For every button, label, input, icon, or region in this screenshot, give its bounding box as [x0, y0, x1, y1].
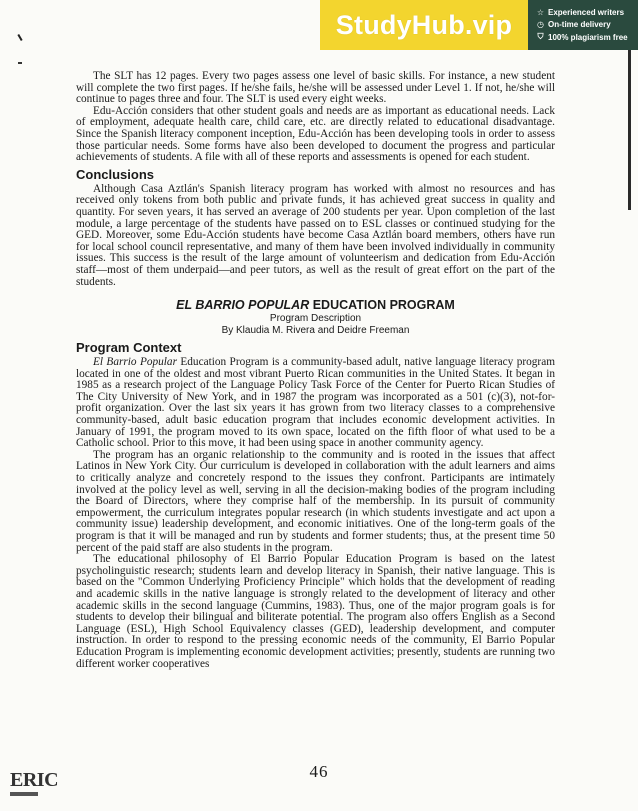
star-icon: ☆	[536, 8, 545, 17]
clock-icon: ◷	[537, 20, 544, 29]
program-title-rest: EDUCATION PROGRAM	[309, 298, 455, 313]
section-heading: Conclusions	[76, 166, 155, 182]
perk-label: On-time delivery	[548, 20, 611, 29]
eric-logo	[10, 769, 59, 798]
program-subtitle: Program Description	[269, 313, 362, 325]
paragraph-text: Education Program is a community-based adult, native language literacy program located in one of the oldest and most vibrant Puerto Rican communities in the United States. It began in 1985 as a research project of the Language Policy Task Force of the Center for Puerto Rican Studies of The City University of New York, and in 1987 the program was incorporated as a 501 (c)(3), not-for-profit organization. Over the last six years it has grown from two literacy classes to a comprehensive community-based, adult basic education program that includes economic development activities. In January of 1991, the program moved to its own space, located on the fifth floor of what used to be a Catholic school. Prior to this move, it had been using space in another community agency.	[76, 356, 555, 450]
eric-logo-bar	[10, 792, 38, 796]
eric-logo-text: ERIC	[10, 769, 59, 791]
paragraph: The educational philosophy of El Barrio Popular Education Program is based on the latest psycholinguistic research; students learn and develop literacy in Spanish, their native language. This is based on the "Common Underlying Proficiency Principle" which holds that the development of reading and academic skills in the native language is strongly related to the development of literacy and other academic skills in the second language (Cummins, 1983). Thus, one of the major program goals is for students to develop their bilingual and biliterate potential. The program also offers English as a Second Language (ESL), High School Equivalency classes (GED), leadership development, and computer instruction. In order to respond to the pressing economic needs of the community, El Barrio Popular Education Program is implementing economic development activities; presently, students are running two different worker cooperatives	[76, 553, 555, 670]
scan-mark	[18, 62, 22, 64]
scan-edge-line	[628, 50, 631, 210]
program-title	[76, 298, 555, 313]
shield-icon: ⛉	[537, 32, 544, 41]
perk-label: Experienced writers	[548, 8, 625, 17]
page-number: 46	[309, 762, 329, 781]
document-body	[76, 71, 555, 670]
brand-logo[interactable]: StudyHub.vip	[320, 0, 528, 50]
paragraph: Edu-Acción considers that other student goals and needs are as important as educational needs. Lack of employment, adequate health care, child care, etc. are directly related to educational disadvantage. Since the Spanish literacy component inception, Edu-Acción has been developing tools in order to assess those particular needs. Some forms have also been developed to document the progress and particular achievements of students. A file with all of these reports and assessments is opened for each student.	[76, 104, 555, 164]
perk-item	[536, 20, 638, 29]
program-title-italic: EL BARRIO POPULAR	[176, 298, 310, 313]
paragraph: The program has an organic relationship to the community and is rooted in the issues that affect Latinos in New York City. Our curriculum is developed in collaboration with the adult learners and aims to critically analyze and concretely respond to the issues they confront. Participants are intimately involved at the policy level as well, serving in all the decision-making bodies of the program including the Board of Directors, where they comprise half of the membership. In its pursuit of community empowerment, the curriculum integrates popular research (in which students investigate and act upon a community issue) leadership development, and economic initiatives. One of the long-term goals of the program is that it will be managed and run by students and former students; thus, at the present time 50 percent of the paid staff are also students in the program.	[76, 448, 555, 554]
studyhub-banner[interactable]	[320, 0, 638, 50]
scan-mark	[17, 34, 22, 41]
section-heading: Program Context	[76, 340, 182, 356]
program-authors: By Klaudia M. Rivera and Deidre Freeman	[221, 325, 410, 337]
perk-item	[536, 8, 638, 17]
paragraph: The SLT has 12 pages. Every two pages assess one level of basic skills. For instance, a new student will complete the two first pages. If he/she fails, he/she will be assessed under Level 1. If not, he/she will continue to pages three and four. The SLT is used every eight weeks.	[76, 70, 555, 106]
perk-label: 100% plagiarism free	[548, 32, 628, 42]
paragraph: Although Casa Aztlán's Spanish literacy program has worked with almost no resources and has received only tokens from both public and private funds, it has achieved great success in quality and quantity. For seven years, it has served an average of 200 students per year. Upon completion of the last module, a large percentage of the students have passed on to ESL classes or continued studying for the GED. Moreover, some Edu-Acción students have become Casa Aztlán board members, others have run for local school council representative, and many of them have been involved individually in community issues. This success is the result of the large amount of volunteerism and dedication from Edu-Acción staff—most of them underpaid—and peer tutors, as well as the result of great effort on the part of the students.	[76, 182, 555, 288]
paragraph	[76, 357, 555, 450]
perks-list	[528, 0, 638, 50]
italic-program-name: El Barrio Popular	[93, 356, 177, 369]
perk-item	[536, 32, 638, 42]
